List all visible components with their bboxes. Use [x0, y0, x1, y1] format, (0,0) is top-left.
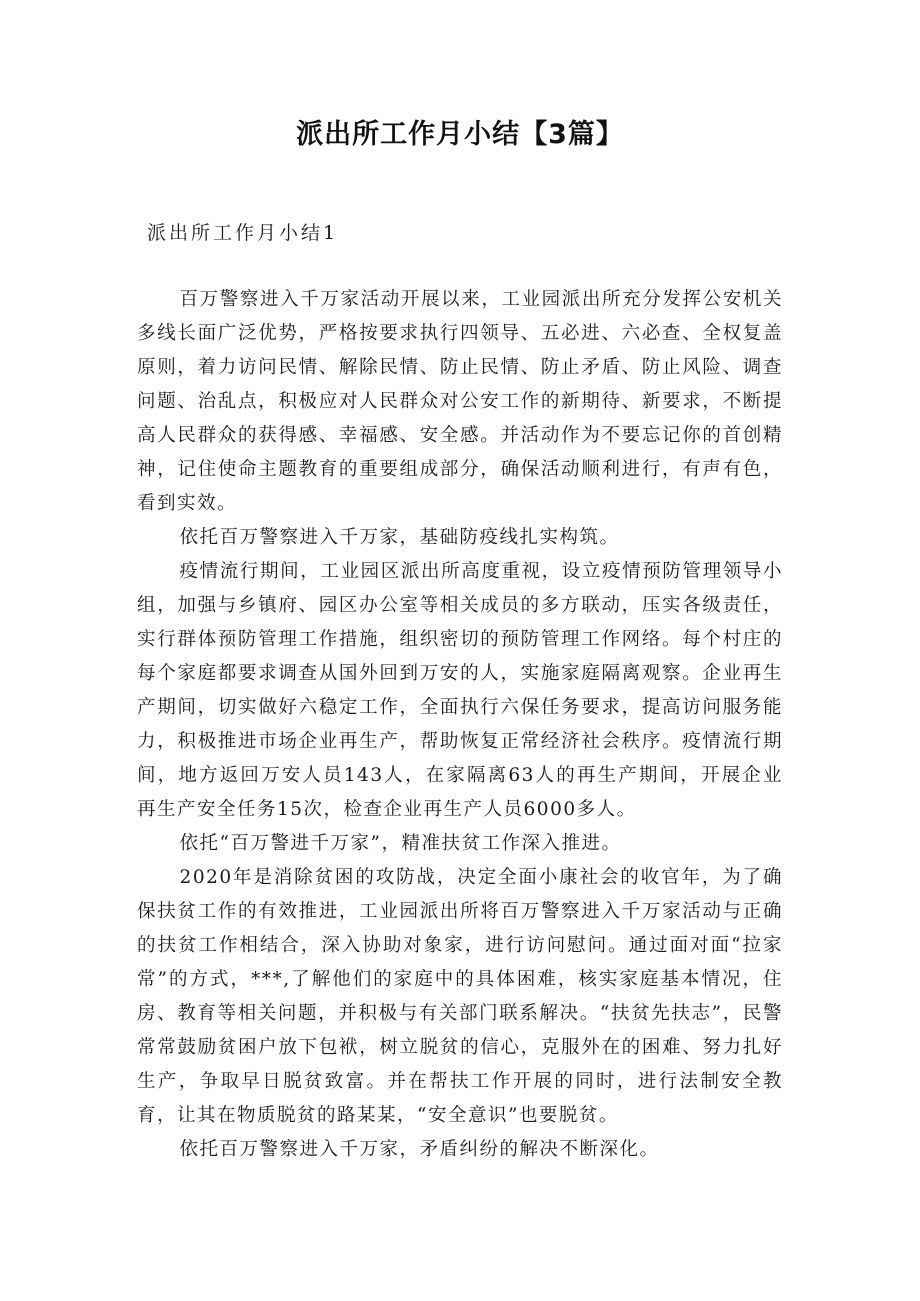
paragraph: 百万警察进入千万家活动开展以来，工业园派出所充分发挥公安机关多线长面广泛优势，严格按要求执行四领导、五必进、六必查、全权复盖原则，着力访问民情、解除民情、防止民情、防止矛盾、防止风险、调查问题、治乱点，积极应对人民群众对公安工作的新期待、新要求，不断提高人民群众的获得感、幸福感、安全感。并活动作为不要忘记你的首创精神，记住使命主题教育的重要组成部分，确保活动顺利进行，有声有色，看到实效。	[137, 289, 783, 514]
paragraph: 2020年是消除贫困的攻防战，决定全面小康社会的收官年，为了确保扶贫工作的有效推进，工业园派出所将百万警察进入千万家活动与正确的扶贫工作相结合，深入协助对象家，进行访问慰问。通过面对面“拉家常”的方式，***,了解他们的家庭中的具体困难，核实家庭基本情况，住房、教育等相关问题，并积极与有关部门联系解决。“扶贫先扶志”，民警常常鼓励贫困户放下包袱，树立脱贫的信心，克服外在的困难、努力扎好生产，争取早日脱贫致富。并在帮扶工作开展的同时，进行法制安全教育，让其在物质脱贫的路某某，“安全意识”也要脱贫。	[137, 867, 783, 1126]
paragraph: 依托百万警察进入千万家，基础防疫线扎实构筑。	[179, 527, 620, 548]
document-body	[137, 283, 783, 1167]
paragraph: 疫情流行期间，工业园区派出所高度重视，设立疫情预防管理领导小组，加强与乡镇府、园区办公室等相关成员的多方联动，压实各级责任，实行群体预防管理工作措施，组织密切的预防管理工作网络。每个村庄的每个家庭都要求调查从国外回到万安的人，实施家庭隔离观察。企业再生产期间，切实做好六稳定工作，全面执行六保任务要求，提高访问服务能力，积极推进市场企业再生产，帮助恢复正常经济社会秩序。疫情流行期间，地方返回万安人员143人，在家隔离63人的再生产期间，开展企业再生产安全任务15次，检查企业再生产人员6000多人。	[137, 561, 783, 820]
document-title: 派出所工作月小结【3篇】	[296, 119, 624, 150]
section-heading: 派出所工作月小结1	[147, 222, 339, 244]
paragraph: 依托“百万警进千万家”，精准扶贫工作深入推进。	[179, 833, 622, 854]
paragraph: 依托百万警察进入千万家，矛盾纠纷的解决不断深化。	[179, 1139, 660, 1160]
